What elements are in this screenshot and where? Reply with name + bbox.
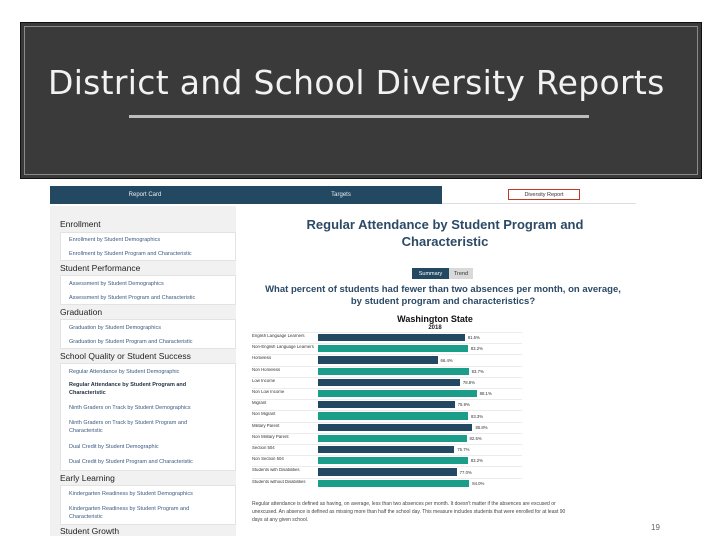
category-label: Low Income: [252, 378, 276, 383]
chart-row-divider: [252, 377, 522, 378]
bar[interactable]: [318, 468, 457, 475]
nav-heading-graduation: Graduation: [60, 307, 103, 317]
category-label: English Language Learners: [252, 334, 305, 338]
nav-link[interactable]: Ninth Graders on Track by Student Demographics: [69, 405, 191, 411]
report-title-line1: Regular Attendance by Student Program and: [306, 217, 584, 232]
nav-link[interactable]: Assessment by Student Demographics: [69, 281, 164, 287]
nav-link[interactable]: Kindergarten Readiness by Student Demographics: [69, 491, 193, 497]
chart-row-divider: [252, 399, 522, 400]
nav-group-school-quality: [60, 363, 236, 471]
category-label: Students without Disabilities: [252, 479, 306, 484]
bar-value-label: 83.2%: [470, 346, 483, 352]
bar-value-label: 81.5%: [467, 335, 480, 341]
chart-question: [248, 284, 636, 308]
bar[interactable]: [318, 480, 469, 487]
bar[interactable]: [318, 356, 438, 363]
slide-title: District and School Diversity Reports: [48, 63, 665, 102]
nav-group-graduation: [60, 319, 236, 349]
chart-row-divider: [252, 332, 522, 333]
bar[interactable]: [318, 435, 467, 442]
bar-value-label: 82.5%: [469, 436, 482, 441]
category-label: Non Section 504: [252, 457, 284, 462]
nav-link[interactable]: Dual Credit by Student Demographic: [69, 444, 159, 450]
bar[interactable]: [318, 401, 455, 408]
nav-heading-early-learning: Early Learning: [60, 473, 115, 483]
nav-link-active[interactable]: Regular Attendance by Student Program and: [69, 382, 187, 388]
bar[interactable]: [318, 379, 460, 386]
bar-value-label: 78.8%: [462, 380, 476, 385]
nav-link[interactable]: Characteristic: [69, 428, 103, 434]
title-banner: [20, 22, 702, 179]
nav-group-student-performance: [60, 275, 236, 305]
nav-link[interactable]: Graduation by Student Program and Characteristic: [69, 339, 193, 345]
bar[interactable]: [318, 345, 468, 352]
bar[interactable]: [318, 390, 477, 397]
nav-heading-enrollment: Enrollment: [60, 219, 101, 229]
category-label: Non Homeless: [252, 367, 281, 372]
bar[interactable]: [318, 412, 468, 419]
bar[interactable]: [318, 424, 472, 431]
nav-heading-student-performance: Student Performance: [60, 263, 141, 273]
category-label: Migrant: [252, 401, 267, 406]
report-title-line2: Characteristic: [401, 234, 489, 249]
question-line1: What percent of students had fewer than two absences per month, on average,: [265, 284, 621, 295]
footnote-line2: unexcused. An absence is defined as missing more than half the school day. This measure includes students that were enrolled for at least 90: [252, 509, 566, 515]
nav-link[interactable]: Enrollment by Student Demographics: [69, 237, 161, 243]
category-label: Non Low Income: [252, 390, 285, 394]
bar-value-label: 77.0%: [459, 469, 472, 475]
chart-row-divider: [252, 455, 522, 456]
footnote-line1: Regular attendance is defined as having, on average, less than two absences per month. It doesn't matter if the absences are excused or: [252, 501, 556, 507]
chart-row-divider: [252, 444, 522, 445]
nav-group-enrollment: [60, 232, 236, 261]
nav-heading-student-growth: Student Growth: [60, 526, 120, 536]
category-label: Non Military Parent: [252, 434, 289, 439]
bar-value-label: 83.3%: [470, 413, 484, 419]
footnote-line3: days at any given school.: [252, 517, 309, 523]
tab-diversity-report[interactable]: Diversity Report: [508, 189, 580, 200]
title-underline: [129, 115, 589, 118]
chart-row-divider: [252, 422, 522, 423]
chart-title: Washington State: [397, 314, 473, 324]
bar[interactable]: [318, 446, 454, 453]
bar-value-label: 66.4%: [440, 357, 453, 363]
nav-link[interactable]: Enrollment by Student Program and Characteristic: [69, 251, 192, 257]
category-label: Section 504: [252, 446, 275, 450]
category-label: Non-English Language Learners: [252, 345, 314, 350]
chart-row-divider: [252, 366, 522, 367]
tab-report-card[interactable]: Report Card: [50, 186, 240, 204]
trend-toggle[interactable]: Trend: [449, 268, 473, 279]
nav-link-active[interactable]: Characteristic: [69, 390, 106, 396]
category-label: Non Migrant: [252, 412, 276, 417]
nav-heading-school-quality: School Quality or Student Success: [60, 351, 191, 361]
tab-bar: [50, 186, 636, 204]
bar-value-label: 83.7%: [471, 368, 484, 374]
nav-link[interactable]: Assessment by Student Program and Characteristic: [69, 295, 196, 301]
nav-link[interactable]: Dual Credit by Student Program and Characteristic: [69, 459, 193, 465]
bar-value-label: 75.7%: [457, 447, 470, 453]
nav-link[interactable]: Characteristic: [69, 514, 103, 520]
category-label: Military Parent: [252, 423, 280, 428]
chart-row-divider: [252, 343, 522, 344]
bar-value-label: 75.9%: [457, 402, 470, 408]
chart-subtitle: 2018: [428, 325, 442, 331]
nav-group-early-learning: [60, 485, 236, 525]
page-number: 19: [651, 523, 660, 532]
report-title: [260, 216, 630, 250]
chart-row-divider: [252, 410, 522, 411]
footnote: [252, 500, 634, 524]
nav-link[interactable]: Graduation by Student Demographics: [69, 325, 162, 331]
chart-row-divider: [252, 354, 522, 355]
chart-row-divider: [252, 478, 522, 479]
chart-row-divider: [252, 466, 522, 467]
bar-value-label: 84.0%: [472, 480, 485, 486]
report-screenshot: [50, 186, 636, 536]
bar[interactable]: [318, 334, 465, 341]
tab-targets[interactable]: Targets: [240, 186, 442, 204]
bar-value-label: 83.2%: [470, 458, 483, 464]
nav-link[interactable]: Ninth Graders on Track by Student Program and: [69, 420, 188, 426]
bar-value-label: 85.8%: [475, 424, 488, 430]
summary-toggle[interactable]: Summary: [412, 268, 449, 279]
sidebar-nav: [58, 212, 238, 536]
nav-link[interactable]: Kindergarten Readiness by Student Program and: [69, 506, 190, 512]
bar-chart: [252, 332, 532, 494]
category-label: Homeless: [252, 356, 272, 361]
nav-link[interactable]: Regular Attendance by Student Demographic: [69, 369, 180, 375]
question-line2: by student program and characteristics?: [350, 296, 536, 307]
category-label: Students with Disabilities: [252, 468, 300, 473]
bar-value-label: 88.1%: [479, 391, 492, 397]
bar[interactable]: [318, 457, 468, 464]
chart-row-divider: [252, 388, 522, 389]
chart-row-divider: [252, 433, 522, 434]
bar[interactable]: [318, 368, 469, 375]
